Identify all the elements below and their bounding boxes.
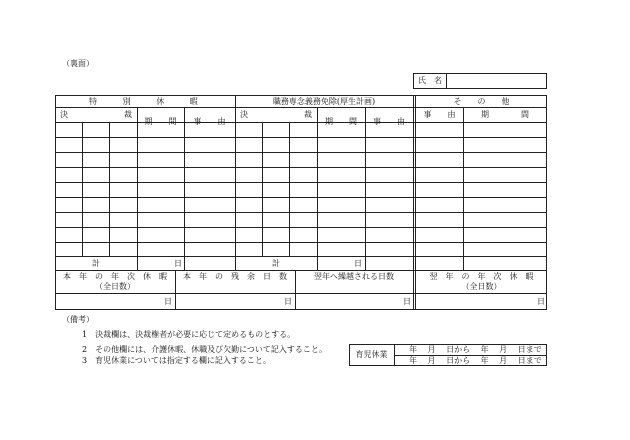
name-label: 氏 名 (418, 76, 442, 85)
other-reason-header: 事 由 (423, 110, 456, 119)
table-row-line (55, 152, 547, 153)
duty-reason-header: 事 由 (373, 117, 405, 126)
remaining-days-unit: 日 (284, 297, 292, 306)
childcare-period-row-1[interactable]: 年 月 日から 年 月 日まで (409, 345, 542, 354)
remarks-heading: （備考） (62, 315, 94, 324)
annual-leave-total-days-note: （全日数） (95, 282, 135, 291)
annual-leave-next-year-note: （全日数） (461, 282, 502, 291)
carryover-days-unit: 日 (403, 297, 411, 306)
table-row-line (55, 212, 547, 213)
approval-header-left: 決 (60, 110, 68, 119)
special-leave-total-unit: 日 (174, 259, 182, 268)
annual-leave-next-year-label: 翌 年 の 年 次 休 暇 (429, 272, 534, 281)
remaining-days-label: 本 年 の 残 余 日 数 (183, 272, 287, 281)
duty-approval-header-right: 裁 (304, 110, 312, 119)
section-other: そ の 他 (453, 97, 510, 106)
duty-exemption-total-unit: 日 (354, 259, 362, 268)
carryover-days-label: 翌年へ繰越される日数 (314, 272, 394, 281)
page-side-label: （裏面） (62, 59, 94, 68)
special-leave-total-label: 計 (92, 259, 100, 268)
remark-item-3: 3 育児休業については指定する欄に記入すること。 (82, 356, 271, 365)
period-header: 期 間 (144, 117, 177, 126)
section-special-leave: 特 別 休 暇 (89, 97, 201, 106)
section-duty-exemption: 職務専念義務免除(厚生計画) (272, 97, 376, 106)
table-row-line (55, 182, 547, 183)
annual-leave-this-year-unit: 日 (164, 297, 172, 306)
remark-item-2: 2 その他欄には、介護休暇、休職及び欠勤について記入すること。 (82, 345, 327, 354)
table-row-line (55, 227, 547, 228)
approval-header-right: 裁 (124, 110, 132, 119)
reason-header: 事 由 (193, 117, 226, 126)
duty-approval-header-left: 決 (240, 110, 248, 119)
table-row-line (55, 242, 547, 243)
annual-leave-this-year-label: 本 年 の 年 次 休 暇 (63, 272, 167, 281)
childcare-leave-label: 育児休業 (355, 350, 388, 359)
remark-item-1: 1 決裁欄は、決裁権者が必要に応じて定めるものとする。 (82, 330, 296, 339)
duty-period-header: 期 間 (325, 117, 357, 126)
other-period-header: 期 間 (481, 110, 529, 119)
annual-leave-next-year-unit: 日 (537, 297, 545, 306)
table-row-line (55, 167, 547, 168)
duty-exemption-total-label: 計 (272, 259, 280, 268)
table-row-line (55, 197, 547, 198)
table-row-line (55, 137, 547, 138)
childcare-period-row-2[interactable]: 年 月 日から 年 月 日まで (409, 356, 542, 365)
